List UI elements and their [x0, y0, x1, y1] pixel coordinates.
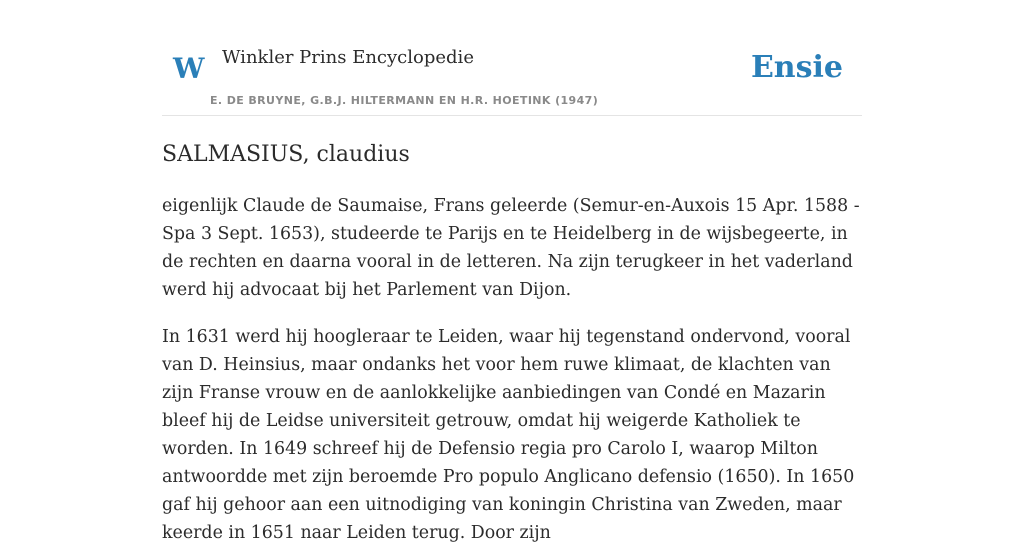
article-title: SALMASIUS, claudius	[162, 142, 410, 167]
source-title[interactable]: Winkler Prins Encyclopedie	[222, 47, 474, 68]
source-header	[162, 0, 862, 116]
brand-logo-link[interactable]: Ensie	[750, 50, 843, 85]
article-paragraph: In 1631 werd hij hoogleraar te Leiden, waar hij tegenstand ondervond, vooral van D. Heinsius, maar ondanks het voor hem ruwe klimaat, de klachten van zijn Franse vrouw en de aanlokkelijke aanbiedingen van Condé en Mazarin bleef hij de Leidse universiteit getrouw, omdat hij weigerde Katholiek te worden. In 1649 schreef hij de Defensio regia pro Carolo I, waarop Milton antwoordde met zijn beroemde Pro populo Anglicano defensio (1650). In 1650 gaf hij gehoor aan een uitnodiging van koningin Christina van Zweden, maar keerde in 1651 naar Leiden terug. Door zijn	[162, 327, 855, 543]
source-logo-icon: W	[173, 52, 205, 85]
content-container	[162, 0, 862, 547]
article-paragraph: eigenlijk Claude de Saumaise, Frans geleerde (Semur-en-Auxois 15 Apr. 1588 - Spa 3 Sept. 1653), studeerde te Parijs en te Heidelberg in de wijsbegeerte, in de rechten en daarna vooral in de letteren. Na zijn terugkeer in het vaderland werd hij advocaat bij het Parlement van Dijon.	[162, 196, 860, 300]
source-authors: E. DE BRUYNE, G.B.J. HILTERMANN EN H.R. HOETINK (1947)	[210, 94, 599, 107]
